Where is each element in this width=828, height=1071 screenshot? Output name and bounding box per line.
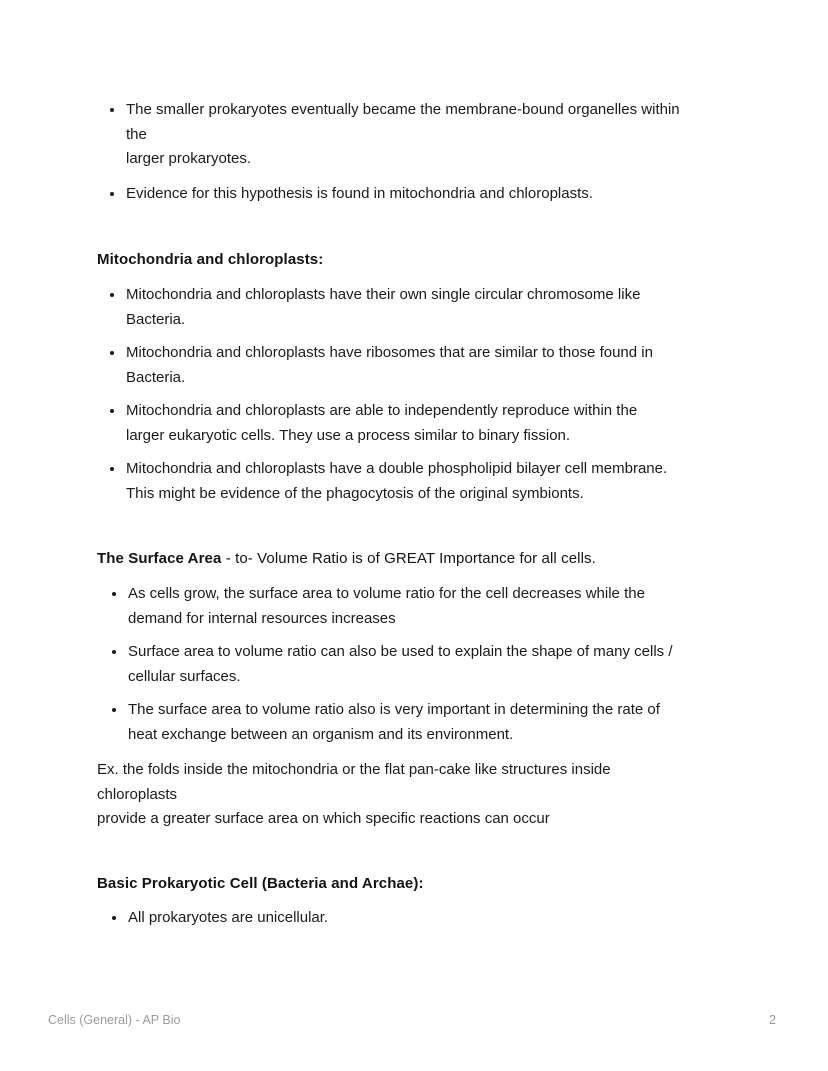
list-item-line: cellular surfaces. bbox=[128, 667, 241, 685]
list-item-line: Evidence for this hypothesis is found in mitochondria and chloroplasts. bbox=[126, 184, 593, 202]
list-item-line: The smaller prokaryotes eventually became the membrane-bound organelles within bbox=[126, 101, 680, 118]
list-item-text bbox=[128, 906, 740, 931]
list-item-line: Mitochondria and chloroplasts have their own single circular chromosome like bbox=[126, 286, 641, 303]
list-item-line: larger eukaryotic cells. They use a process similar to binary fission. bbox=[126, 426, 571, 444]
bullet-point-icon bbox=[110, 351, 114, 355]
footer-title: Cells (General) - AP Bio bbox=[48, 1013, 181, 1027]
example-paragraph-line: Ex. the folds inside the mitochondria or the flat pan-cake like structures inside bbox=[97, 761, 611, 778]
list-item-line: All prokaryotes are unicellular. bbox=[128, 909, 329, 926]
list-item-text bbox=[126, 182, 740, 207]
section-heading-text: Mitochondria and chloroplasts: bbox=[97, 251, 324, 268]
bullet-point-icon bbox=[110, 108, 114, 112]
list-item-line: Mitochondria and chloroplasts are able to independently reproduce within the bbox=[126, 402, 638, 419]
page-number: 2 bbox=[769, 1013, 776, 1027]
list-item-line: The surface area to volume ratio also is very important in determining the rate of bbox=[128, 701, 660, 718]
bullet-point-icon bbox=[110, 293, 114, 297]
bullet-point-icon bbox=[110, 467, 114, 471]
list-item bbox=[112, 698, 740, 747]
list-item bbox=[110, 457, 740, 506]
list-item bbox=[112, 582, 740, 631]
list-item-line: the bbox=[126, 125, 147, 143]
list-item-text bbox=[126, 283, 740, 332]
list-item-line: This might be evidence of the phagocytosis of the original symbionts. bbox=[126, 484, 584, 502]
list-item-text bbox=[126, 341, 740, 390]
list-item-text bbox=[128, 640, 740, 689]
list-item bbox=[110, 283, 740, 332]
section-heading-text: Basic Prokaryotic Cell (Bacteria and Archae): bbox=[97, 875, 424, 892]
bullet-point-icon bbox=[112, 916, 116, 920]
mitochondria-bullet-list bbox=[110, 283, 740, 506]
list-item-line: Bacteria. bbox=[126, 310, 186, 328]
endosymbiosis-bullet-list bbox=[110, 98, 740, 206]
bullet-point-icon bbox=[112, 708, 116, 712]
list-item-line: As cells grow, the surface area to volume ratio for the cell decreases while the bbox=[128, 585, 645, 602]
list-item-text bbox=[126, 457, 740, 506]
list-item bbox=[110, 341, 740, 390]
list-item-line: heat exchange between an organism and its environment. bbox=[128, 725, 514, 743]
list-item-text bbox=[128, 582, 740, 631]
page-footer bbox=[0, 1010, 828, 1034]
list-item-line: Mitochondria and chloroplasts have a double phospholipid bilayer cell membrane. bbox=[126, 460, 668, 477]
list-item-line: demand for internal resources increases bbox=[128, 609, 396, 627]
list-item-text bbox=[126, 399, 740, 448]
bullet-point-icon bbox=[110, 409, 114, 413]
section-heading-surface-area bbox=[97, 547, 757, 571]
list-item bbox=[110, 399, 740, 448]
list-item bbox=[110, 182, 740, 207]
list-item-text bbox=[126, 98, 740, 172]
bullet-point-icon bbox=[110, 192, 114, 196]
list-item-text bbox=[128, 698, 740, 747]
section-heading-mitochondria bbox=[97, 248, 737, 272]
section-heading-prokaryotic-cell bbox=[97, 872, 757, 896]
bullet-point-icon bbox=[112, 592, 116, 596]
example-paragraph bbox=[97, 758, 757, 832]
prokaryotic-bullet-list bbox=[112, 906, 740, 931]
list-item-line: Bacteria. bbox=[126, 368, 186, 386]
list-item bbox=[110, 98, 740, 172]
list-item bbox=[112, 640, 740, 689]
section-heading-normal-text: - to- Volume Ratio is of GREAT Importance for all cells. bbox=[221, 550, 596, 567]
section-heading-bold-text: The Surface Area bbox=[97, 550, 222, 567]
list-item bbox=[112, 906, 740, 931]
list-item-line: larger prokaryotes. bbox=[126, 150, 252, 167]
example-paragraph-line: provide a greater surface area on which specific reactions can occur bbox=[97, 810, 550, 827]
surface-area-bullet-list bbox=[112, 582, 740, 747]
list-item-line: Mitochondria and chloroplasts have ribosomes that are similar to those found in bbox=[126, 344, 653, 361]
example-paragraph-line: chloroplasts bbox=[97, 785, 178, 803]
list-item-line: Surface area to volume ratio can also be used to explain the shape of many cells / bbox=[128, 643, 673, 660]
bullet-point-icon bbox=[112, 650, 116, 654]
